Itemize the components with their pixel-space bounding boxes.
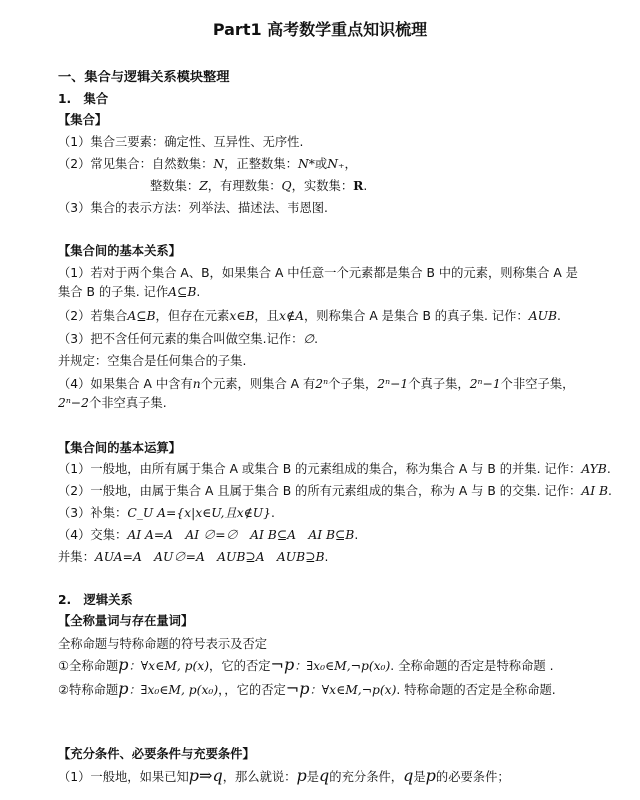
section-heading: 一、集合与逻辑关系模块整理 — [58, 70, 230, 85]
text: （1）一般地，如果已知 — [58, 770, 189, 784]
text: . — [324, 550, 329, 564]
math: AI B — [581, 484, 608, 498]
text: . 全称命题的否定是特称命题 . — [390, 659, 554, 673]
math: N* — [297, 157, 315, 171]
math: ¬p — [270, 657, 295, 674]
text: ①全称命题 — [58, 659, 119, 673]
text: ，正整数集： — [224, 157, 298, 171]
math: Z — [199, 179, 208, 193]
line-empty-set — [58, 331, 634, 347]
text: ，有理数集： — [207, 179, 282, 193]
math: 2ⁿ−1 — [469, 377, 501, 391]
math: A⊆B — [168, 285, 197, 299]
line-common-sets — [58, 156, 634, 172]
text: ，实数集： — [291, 179, 354, 193]
text: （1）若对于两个集合 A、B，如果集合 A 中任意一个元素都是集合 B 中的元素，则称集合 A 是集合 B 的子集. 记作 — [58, 266, 578, 299]
text: . — [606, 462, 611, 476]
line-existential-proposition — [58, 681, 634, 698]
text: （2）一般地，由属于集合 A 且属于集合 B 的所有元素组成的集合，称为 A 与 B 的交集. 记作： — [58, 484, 582, 498]
math: ∅ — [303, 332, 315, 346]
line-common-sets-cont — [150, 178, 634, 194]
subsection-heading-logic: 2. 逻辑关系 — [58, 593, 133, 607]
text: 个非空真子集. — [88, 396, 167, 410]
math: ：∀x∈M,¬p(x) — [309, 683, 397, 697]
text: 的必要条件； — [435, 770, 510, 784]
text: （4）如果集合 A 中含有 — [58, 377, 193, 391]
text: （1）一般地，由所有属于集合 A 或集合 B 的元素组成的集合，称为集合 A 与 B 的并集. 记作： — [58, 462, 582, 476]
text: . — [557, 309, 561, 323]
math: AI A=A AI ∅=∅ AI B⊆A AI B⊆B — [127, 528, 355, 542]
block-label-quantifiers: 【全称量词与存在量词】 — [58, 614, 194, 628]
math: N₊ — [327, 157, 345, 171]
block-label-operations: 【集合间的基本运算】 — [58, 441, 181, 455]
text: ，但存在元素 — [155, 309, 230, 323]
math: A⊆B — [127, 309, 156, 323]
text: . — [363, 179, 368, 193]
text: 个非空子集， — [500, 377, 575, 391]
line-intersection-props — [58, 527, 634, 543]
math: AUA=A AU∅=A AUB⊇A AUB⊇B — [94, 550, 325, 564]
text: 个元素，则集合 A 有 — [200, 377, 316, 391]
math: ：∃x₀∈M, p(x₀) — [128, 683, 219, 697]
text: . — [314, 332, 319, 346]
line-sufficient-necessary — [58, 768, 634, 785]
math: ¬p — [285, 681, 310, 698]
math: x∈B — [229, 309, 255, 323]
math: n — [192, 377, 201, 391]
math: ：∃x₀∈M,¬p(x₀) — [294, 659, 391, 673]
text: 并集： — [58, 550, 95, 564]
line-union — [58, 461, 634, 477]
page-title: Part1 高考数学重点知识梳理 — [212, 20, 428, 39]
math: p — [118, 657, 129, 674]
text: （4）交集： — [58, 528, 128, 542]
text: 整数集： — [150, 179, 200, 193]
math: Q — [281, 179, 292, 193]
line-proper-subset — [58, 308, 634, 324]
math: q — [319, 768, 330, 785]
line-subset-count — [58, 375, 592, 413]
line-universal-proposition — [58, 657, 634, 674]
text: ，它的否定 — [209, 659, 271, 673]
text: ②特称命题 — [58, 683, 119, 697]
math: p — [118, 681, 129, 698]
subsection-heading-sets: 1. 集合 — [58, 92, 109, 106]
text: 个真子集， — [408, 377, 470, 391]
block-label-sets: 【集合】 — [58, 113, 108, 127]
line-intersection — [58, 483, 634, 499]
text: 的充分条件， — [329, 770, 404, 784]
block-label-relations: 【集合间的基本关系】 — [58, 244, 181, 258]
math: AUB — [528, 309, 557, 323]
math: AYB — [581, 462, 607, 476]
text: （2）若集合 — [58, 309, 128, 323]
text: . — [354, 528, 359, 542]
text: ，且 — [254, 309, 280, 323]
math: p — [425, 768, 436, 785]
math: x∉A — [279, 309, 304, 323]
line-union-props — [58, 549, 634, 565]
line-representation: （3）集合的表示方法：列举法、描述法、韦恩图. — [58, 201, 328, 215]
line-subset-definition — [58, 264, 580, 302]
text: . — [196, 285, 201, 299]
text: ，则称集合 A 是集合 B 的真子集. 记作： — [303, 309, 529, 323]
math: p⇒q — [188, 768, 223, 785]
math: N — [213, 157, 225, 171]
math: 2ⁿ — [315, 377, 329, 391]
line-empty-set-rule: 并规定：空集合是任何集合的子集. — [58, 354, 247, 368]
text: ，那么就说： — [222, 770, 297, 784]
text: （2）常见集合：自然数集： — [58, 157, 214, 171]
text: ， — [344, 157, 357, 171]
text: 或 — [314, 157, 328, 171]
math: 2ⁿ−1 — [377, 377, 409, 391]
line-quantifier-intro: 全称命题与特称命题的符号表示及否定 — [58, 637, 268, 651]
text: . 特称命题的否定是全称命题. — [396, 683, 556, 697]
text: ，，它的否定 — [218, 683, 286, 697]
text: 个子集， — [328, 377, 378, 391]
math: C_U A={x|x∈U,且x∉U} — [127, 506, 271, 520]
math: q — [403, 768, 414, 785]
text: （3）补集： — [58, 506, 128, 520]
text: . — [608, 484, 612, 498]
math: ：∀x∈M, p(x) — [128, 659, 210, 673]
math: R — [353, 178, 364, 193]
block-label-conditions: 【充分条件、必要条件与充要条件】 — [58, 747, 255, 761]
text: 是 — [306, 770, 320, 784]
text: 是 — [413, 770, 426, 784]
math: p — [296, 768, 307, 785]
line-set-properties: （1）集合三要素：确定性、互异性、无序性. — [58, 135, 304, 149]
text: . — [270, 506, 275, 520]
text: （3）把不含任何元素的集合叫做空集.记作： — [58, 332, 304, 346]
math: 2ⁿ−2 — [58, 396, 89, 410]
line-complement — [58, 505, 634, 521]
